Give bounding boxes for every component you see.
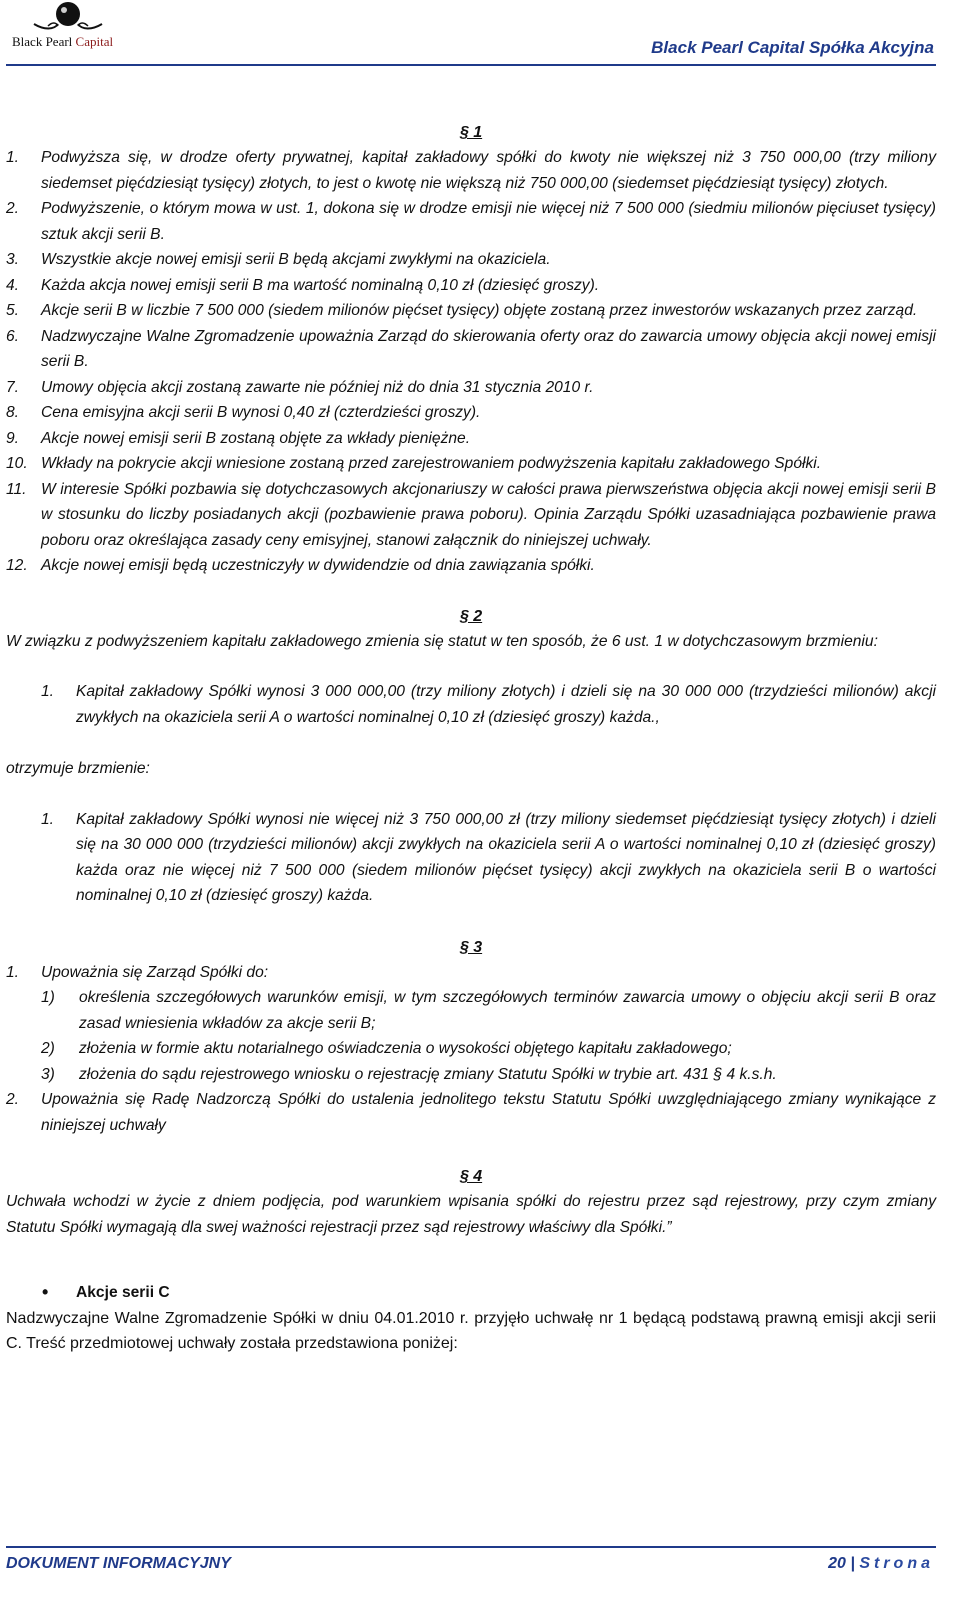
list-item: 6. Nadzwyczajne Walne Zgromadzenie upoważnia Zarząd do skierowania oferty oraz do zawarcia umowy objęcia akcji nowej emisji serii B. [6, 327, 936, 370]
section-4-title: § 4 [459, 1168, 483, 1185]
section-2-mid: otrzymuje brzmienie: [6, 760, 150, 777]
section-4 [6, 1162, 936, 1240]
section-3 [6, 933, 936, 1139]
pearl-logo-icon [8, 0, 128, 60]
list-item: 4. Każda akcja nowej emisji serii B ma wartość nominalną 0,10 zł (dziesięć groszy). [6, 276, 600, 294]
company-logo [8, 0, 128, 60]
list-item: 1. Podwyższa się, w drodze oferty prywatnej, kapitał zakładowy spółki do kwoty nie większej niż 3 750 000,00 (trzy miliony siedemset pięćdziesiąt tysięcy) złotych, to jest o kwotę nie większą niż 750 000,00 (siedemset pięćdziesiąt tysięcy) złotych. [6, 149, 936, 192]
series-c-heading [6, 1280, 936, 1306]
list-item: 1. Upoważnia się Zarząd Spółki do: [6, 963, 269, 981]
list-item: 11. W interesie Spółki pozbawia się dotychczasowych akcjonariuszy w całości prawa pierwszeństwa objęcia akcji nowej emisji serii B w stosunku do liczby posiadanych akcji (pozbawienie prawa poboru). Opinia Zarządu Spółki uzasadniająca pozbawienie prawa poboru oraz określająca zasady ceny emisyjnej, stanowi załącznik do niniejszej uchwały. [6, 480, 936, 549]
list-item: 5. Akcje serii B w liczbie 7 500 000 (siedem milionów pięćset tysięcy) objęte zostaną przez inwestorów wskazanych przez zarząd. [6, 302, 918, 319]
page-footer [0, 1538, 960, 1613]
list-item: 12. Akcje nowej emisji będą uczestniczyły w dywidendzie od dnia zawiązania spółki. [6, 557, 595, 574]
page-number-value: 20 [828, 1555, 846, 1572]
series-c-heading-text: Akcje serii C [76, 1284, 170, 1301]
sub-list-item: 1) określenia szczegółowych warunków emisji, w tym szczegółowych terminów zawarcia umowy o objęciu akcji serii B oraz zasad wniesienia wkładów za akcje serii B; [41, 989, 936, 1032]
section-1 [6, 118, 936, 579]
header-divider [6, 64, 936, 66]
sub-list-item: 3) złożenia do sądu rejestrowego wniosku o rejestrację zmiany Statutu Spółki w trybie art. 431 § 4 k.s.h. [41, 1065, 777, 1083]
company-name: Black Pearl Capital Spółka Akcyjna [651, 38, 934, 57]
list-item: 8. Cena emisyjna akcji serii B wynosi 0,40 zł (czterdzieści groszy). [6, 404, 481, 421]
list-item: 9. Akcje nowej emisji serii B zostaną objęte za wkłady pieniężne. [6, 429, 471, 447]
series-c-text: Nadzwyczajne Walne Zgromadzenie Spółki w dniu 04.01.2010 r. przyjęło uchwałę nr 1 będącą podstawą prawną emisji akcji serii C. Treść przedmiotowej uchwały została przedstawiona poniżej: [6, 1309, 936, 1352]
footer-divider [6, 1546, 936, 1548]
page-label: Strona [859, 1555, 934, 1572]
new-wording: 1. Kapitał zakładowy Spółki wynosi nie więcej niż 3 750 000,00 zł (trzy miliony siedemset pięćdziesiąt tysięcy złotych) i dzieli się na 30 000 000 (trzydzieści milionów) akcji zwykłych na okaziciela serii A o wartości nominalnej 0,10 zł (dziesięć groszy) każda oraz nie więcej niż 7 500 000 (siedem milionów pięćset tysięcy) akcji zwykłych na okaziciela serii B o wartości nominalnej 0,10 zł (dziesięć groszy) każda. [41, 810, 936, 904]
page-header [0, 0, 960, 70]
list-item: 3. Wszystkie akcje nowej emisji serii B będą akcjami zwykłymi na okaziciela. [6, 251, 551, 268]
logo-text-accent: Capital [75, 34, 114, 49]
series-c-section [6, 1280, 936, 1356]
section-1-title: § 1 [459, 124, 483, 141]
bullet-icon: • [42, 1282, 49, 1302]
sub-list-item: 2) złożenia w formie aktu notarialnego oświadczenia o wysokości objętego kapitału zakładowego; [41, 1040, 732, 1057]
old-wording: 1. Kapitał zakładowy Spółki wynosi 3 000 000,00 (trzy miliony złotych) i dzieli się na 30 000 000 (trzydzieści milionów) akcji zwykłych na okaziciela serii A o wartości nominalnej 0,10 zł (dziesięć groszy) każda., [41, 683, 936, 726]
section-4-text: Uchwała wchodzi w życie z dniem podjęcia, pod warunkiem wpisania spółki do rejestru przez sąd rejestrowy, przy czym zmiany Statutu Spółki wymagają dla swej ważności rejestracji przez sąd rejestrowy właściwy dla Spółki.” [6, 1193, 936, 1236]
section-3-title: § 3 [459, 938, 483, 956]
document-body [6, 118, 936, 1356]
logo-text-black: Black Pearl [12, 34, 76, 49]
list-item: 7. Umowy objęcia akcji zostaną zawarte nie później niż do dnia 31 stycznia 2010 r. [6, 378, 594, 396]
list-item: 2. Podwyższenie, o którym mowa w ust. 1, dokona się w drodze emisji nie więcej niż 7 500 000 (siedmiu milionów pięciuset tysięcy) sztuk akcji serii B. [6, 200, 936, 243]
logo-wordmark [12, 34, 113, 50]
list-item: 10. Wkłady na pokrycie akcji wniesione zostaną przed zarejestrowaniem podwyższenia kapitału zakładowego Spółki. [6, 455, 822, 472]
document-type: DOKUMENT INFORMACYJNY [6, 1555, 231, 1572]
page-number [828, 1555, 934, 1573]
section-1-list [6, 145, 936, 579]
list-item: 2. Upoważnia się Radę Nadzorczą Spółki do ustalenia jednolitego tekstu Statutu Spółki uwzględniającego zmiany wynikające z niniejszej uchwały [6, 1091, 936, 1134]
section-2 [6, 602, 936, 909]
section-2-intro: W związku z podwyższeniem kapitału zakładowego zmienia się statut w ten sposób, że 6 ust. 1 w dotychczasowym brzmieniu: [6, 632, 878, 650]
page-separator: | [845, 1555, 860, 1572]
section-2-title: § 2 [459, 607, 483, 625]
